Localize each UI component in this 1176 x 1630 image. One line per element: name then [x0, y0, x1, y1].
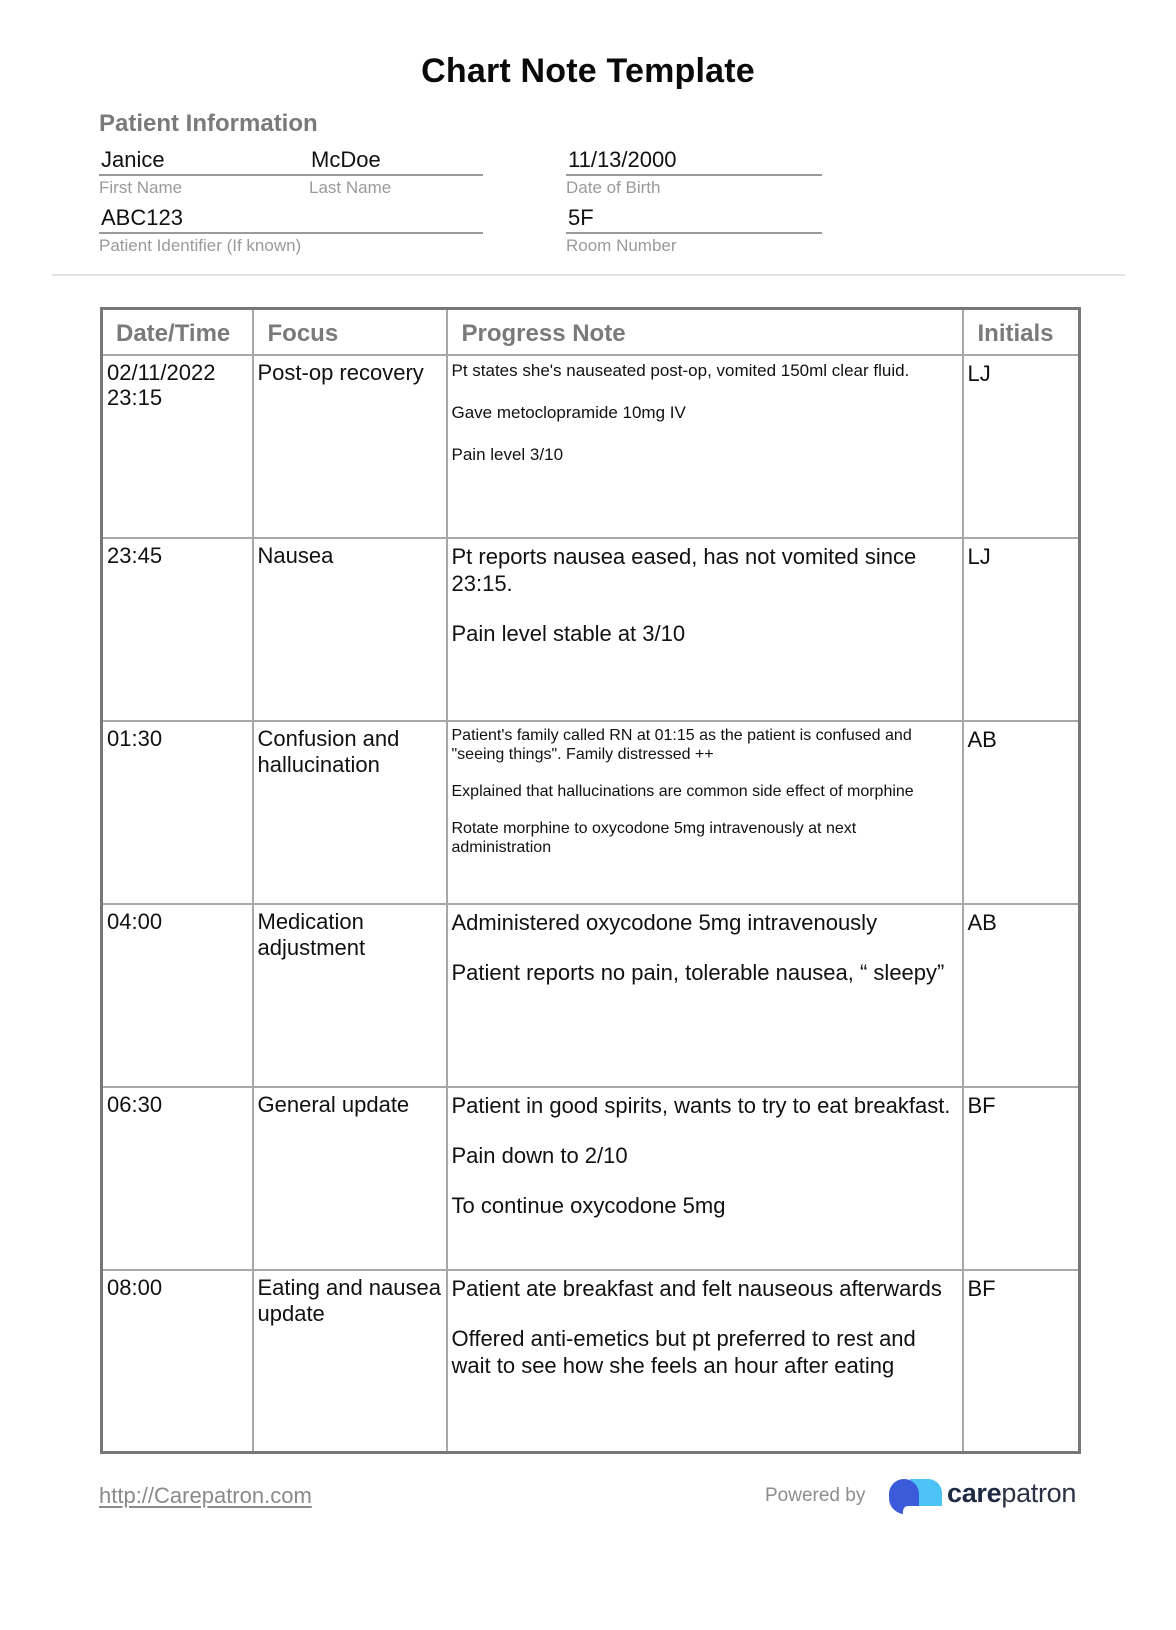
datetime-cell — [102, 904, 253, 1087]
focus-cell: General update — [253, 1087, 447, 1270]
datetime-line: 04:00 — [107, 908, 163, 934]
datetime-line: 23:45 — [107, 542, 163, 568]
focus-cell: Nausea — [253, 538, 447, 721]
progress-note-cell — [447, 1270, 963, 1453]
patient-id-value[interactable]: ABC123 — [101, 205, 183, 230]
initials-cell: AB — [963, 721, 1080, 904]
name-underline — [99, 174, 483, 176]
table-row — [102, 355, 1080, 538]
page-title: Chart Note Template — [421, 52, 755, 90]
table-row — [102, 538, 1080, 721]
patient-info-heading: Patient Information — [99, 110, 318, 137]
progress-note-cell — [447, 538, 963, 721]
note-paragraph: Explained that hallucinations are common side effect of morphine — [451, 782, 914, 800]
table-row — [102, 1270, 1080, 1453]
first-name-value[interactable]: Janice — [101, 147, 165, 172]
dob-underline — [566, 174, 822, 176]
room-field — [566, 204, 822, 257]
initials-cell: AB — [963, 904, 1080, 1087]
note-paragraph: Patient reports no pain, tolerable nausea, “ sleepy” — [451, 959, 945, 985]
datetime-cell — [102, 1270, 253, 1453]
progress-note-cell — [447, 355, 963, 538]
datetime-line: 01:30 — [107, 725, 163, 751]
dob-field — [566, 146, 822, 199]
powered-by-label: Powered by — [765, 1485, 866, 1506]
progress-note-cell — [447, 904, 963, 1087]
datetime-cell — [102, 538, 253, 721]
section-divider — [52, 274, 1125, 276]
note-paragraph: Pt states she's nauseated post-op, vomited 150ml clear fluid. — [451, 360, 910, 380]
patient-id-label: Patient Identifier (If known) — [99, 236, 302, 255]
note-paragraph: Offered anti-emetics but pt preferred to rest and wait to see how she feels an hour after eating — [451, 1325, 916, 1378]
focus-cell: Eating and nausea update — [253, 1270, 447, 1453]
datetime-cell — [102, 355, 253, 538]
initials-cell: LJ — [963, 538, 1080, 721]
initials-cell: BF — [963, 1087, 1080, 1270]
carepatron-wordmark — [947, 1478, 1076, 1509]
brand-bold: care — [947, 1478, 1002, 1508]
focus-cell: Post-op recovery — [253, 355, 447, 538]
focus-cell: Confusion and hallucination — [253, 721, 447, 904]
note-paragraph: Pain level stable at 3/10 — [451, 620, 686, 646]
table-body — [102, 355, 1080, 1453]
room-value[interactable]: 5F — [568, 205, 594, 230]
datetime-cell — [102, 1087, 253, 1270]
last-name-label: Last Name — [309, 178, 392, 197]
last-name-value[interactable]: McDoe — [311, 147, 381, 172]
note-paragraph: Pain level 3/10 — [451, 444, 564, 464]
initials-cell: BF — [963, 1270, 1080, 1453]
note-paragraph: Administered oxycodone 5mg intravenously — [451, 909, 878, 935]
name-field — [99, 146, 483, 199]
note-paragraph: To continue oxycodone 5mg — [451, 1192, 726, 1218]
room-underline — [566, 232, 822, 234]
brand-light: patron — [1001, 1478, 1077, 1508]
note-paragraph: Pain down to 2/10 — [451, 1142, 628, 1168]
header-focus: Focus — [253, 309, 447, 355]
datetime-line: 23:15 — [107, 384, 163, 410]
note-paragraph: Pt reports nausea eased, has not vomited since 23:15. — [451, 543, 917, 596]
carepatron-link[interactable]: http://Carepatron.com — [99, 1483, 312, 1508]
initials-cell: LJ — [963, 355, 1080, 538]
note-paragraph: Patient ate breakfast and felt nauseous afterwards — [451, 1275, 942, 1301]
table-row — [102, 721, 1080, 904]
patient-id-field — [99, 204, 483, 257]
header-initials: Initials — [963, 309, 1080, 355]
header-datetime: Date/Time — [102, 309, 253, 355]
table-row — [102, 904, 1080, 1087]
datetime-line: 06:30 — [107, 1091, 163, 1117]
chart-notes-table — [100, 307, 1081, 1454]
note-paragraph: Patient's family called RN at 01:15 as the patient is confused and "seeing things". Family distressed ++ — [451, 726, 912, 763]
dob-value[interactable]: 11/13/2000 — [568, 147, 677, 172]
note-paragraph: Rotate morphine to oxycodone 5mg intravenously at next administration — [451, 819, 857, 856]
table-header-row — [102, 309, 1080, 355]
datetime-line: 08:00 — [107, 1274, 163, 1300]
table-row — [102, 1087, 1080, 1270]
datetime-line: 02/11/2022 — [107, 359, 216, 385]
header-progress-note: Progress Note — [447, 309, 963, 355]
progress-note-cell — [447, 1087, 963, 1270]
progress-note-cell — [447, 721, 963, 904]
dob-label: Date of Birth — [566, 178, 661, 197]
patient-id-underline — [99, 232, 483, 234]
room-label: Room Number — [566, 236, 677, 255]
note-paragraph: Gave metoclopramide 10mg IV — [451, 402, 686, 422]
note-paragraph: Patient in good spirits, wants to try to eat breakfast. — [451, 1092, 951, 1118]
carepatron-logo-icon — [888, 1476, 944, 1514]
datetime-cell — [102, 721, 253, 904]
focus-cell: Medication adjustment — [253, 904, 447, 1087]
first-name-label: First Name — [99, 178, 183, 197]
